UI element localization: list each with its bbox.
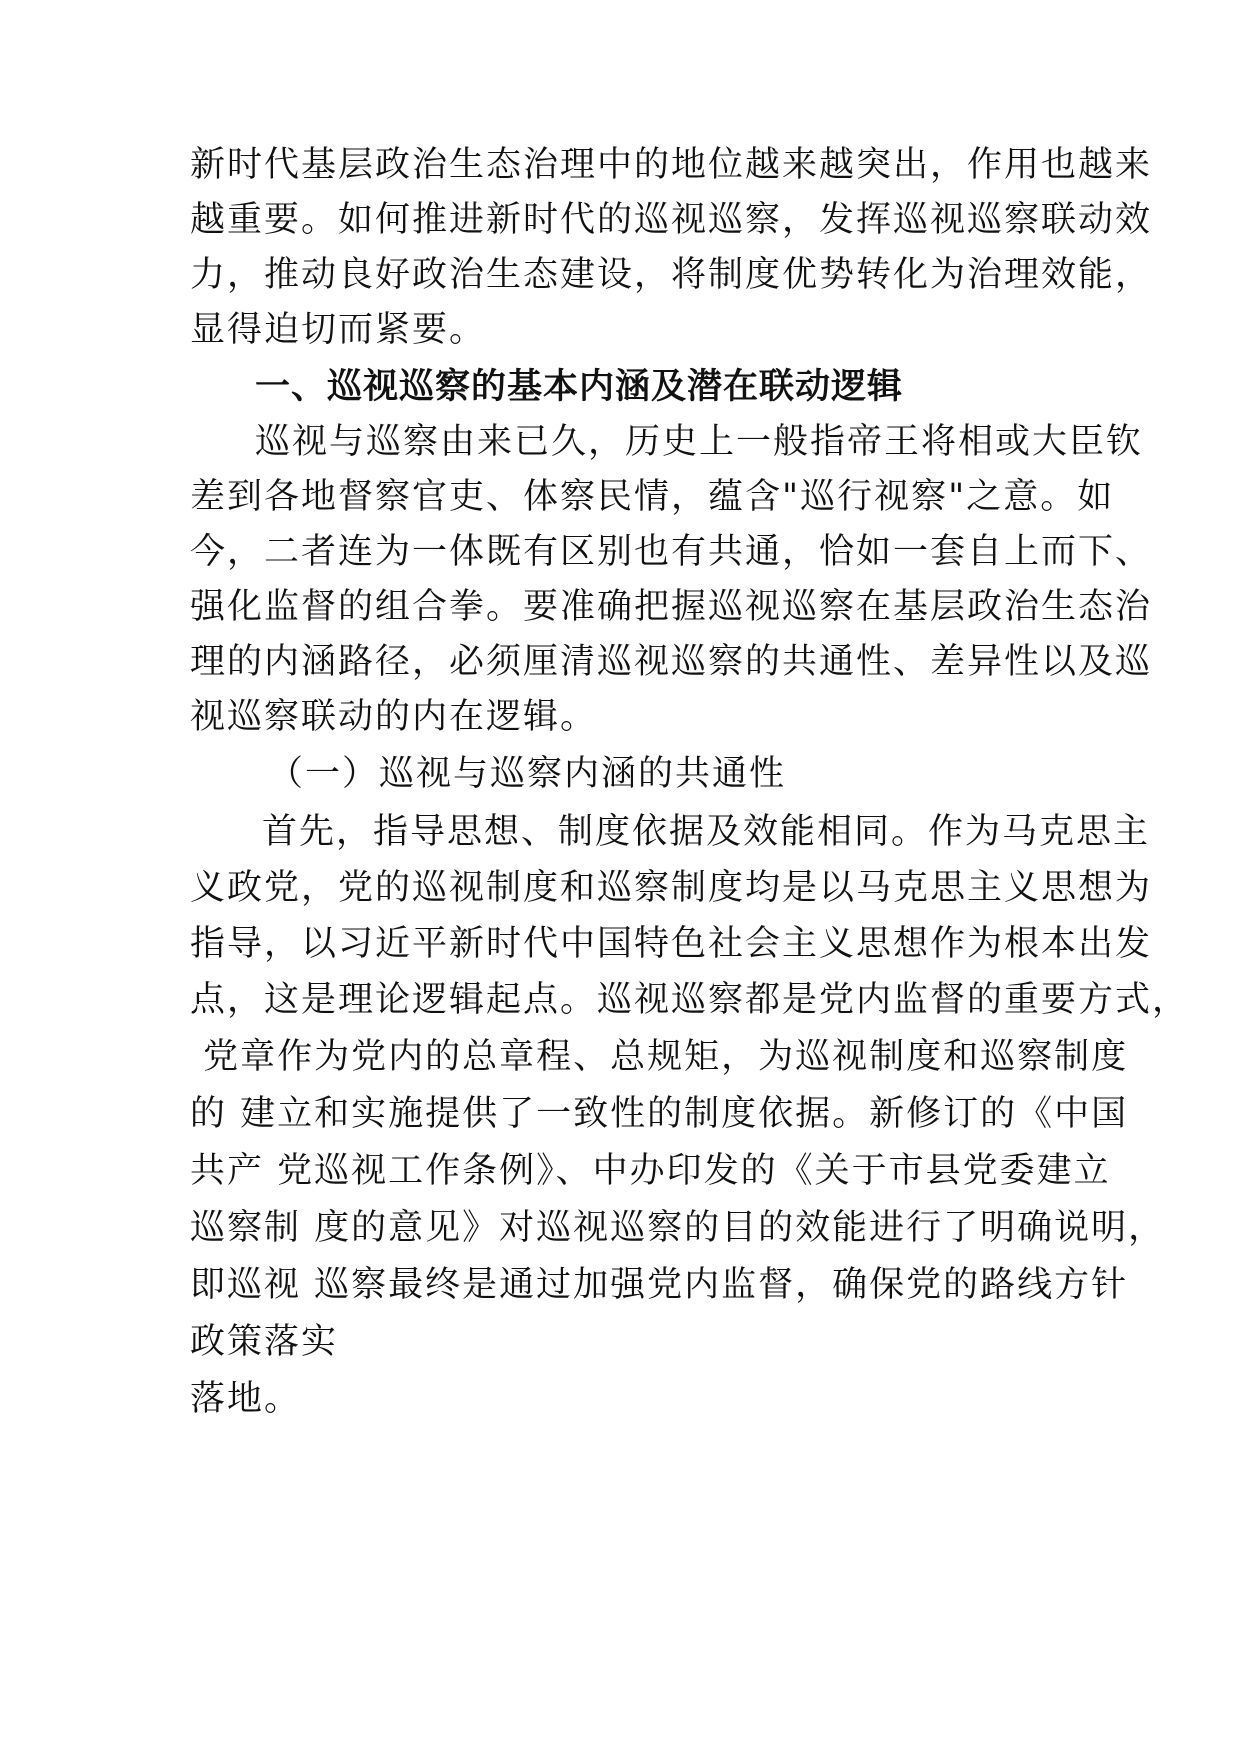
para1-line-1: 新时代基层政治生态治理中的地位越来越突出，作用也越来 bbox=[190, 145, 1153, 185]
para3-line-5: 党章作为党内的总章程、总规矩，为巡视制度和巡察制度 bbox=[190, 1037, 1129, 1077]
para3-line-8: 巡察制 度的意见》对巡视巡察的目的效能进行了明确说明， bbox=[190, 1208, 1166, 1248]
para1-line-3: 力，推动良好政治生态建设，将制度优势转化为治理效能， bbox=[190, 255, 1153, 295]
para3-line-6: 的 建立和实施提供了一致性的制度依据。新修订的《中国 bbox=[190, 1094, 1129, 1134]
para1-line-2: 越重要。如何推进新时代的巡视巡察，发挥巡视巡察联动效 bbox=[190, 200, 1153, 240]
para3-line-2: 义政党，党的巡视制度和巡察制度均是以马克思主义思想为 bbox=[190, 868, 1153, 908]
subsection-heading: （一）巡视与巡察内涵的共通性 bbox=[268, 754, 787, 794]
para2-line-1: 巡视与巡察由来已久，历史上一般指帝王将相或大臣钦 bbox=[255, 422, 1144, 462]
para3-line-11: 落地。 bbox=[190, 1379, 302, 1419]
para2-line-2: 差到各地督察官吏、体察民情，蕴含"巡行视察"之意。如 bbox=[190, 477, 1115, 517]
para2-line-3: 今，二者连为一体既有区别也有共通，恰如一套自上而下、 bbox=[190, 532, 1153, 572]
para3-line-9: 即巡视 巡察最终是通过加强党内监督，确保党的路线方针 bbox=[190, 1265, 1129, 1305]
para3-line-10: 政策落实 bbox=[190, 1322, 339, 1362]
para3-line-7: 共产 党巡视工作条例》、中办印发的《关于市县党委建立 bbox=[190, 1151, 1111, 1191]
para3-line-4: 点，这是理论逻辑起点。巡视巡察都是党内监督的重要方式， bbox=[190, 980, 1190, 1020]
para2-line-4: 强化监督的组合拳。要准确把握巡视巡察在基层政治生态治 bbox=[190, 587, 1153, 627]
section-heading: 一、巡视巡察的基本内涵及潜在联动逻辑 bbox=[255, 367, 904, 407]
para1-line-4: 显得迫切而紧要。 bbox=[190, 310, 487, 350]
para3-line-3: 指导，以习近平新时代中国特色社会主义思想作为根本出发 bbox=[190, 924, 1153, 964]
para3-line-1: 首先，指导思想、制度依据及效能相同。作为马克思主 bbox=[262, 812, 1151, 852]
para2-line-5: 理的内涵路径，必须厘清巡视巡察的共通性、差异性以及巡 bbox=[190, 642, 1153, 682]
para2-line-6: 视巡察联动的内在逻辑。 bbox=[190, 697, 598, 737]
